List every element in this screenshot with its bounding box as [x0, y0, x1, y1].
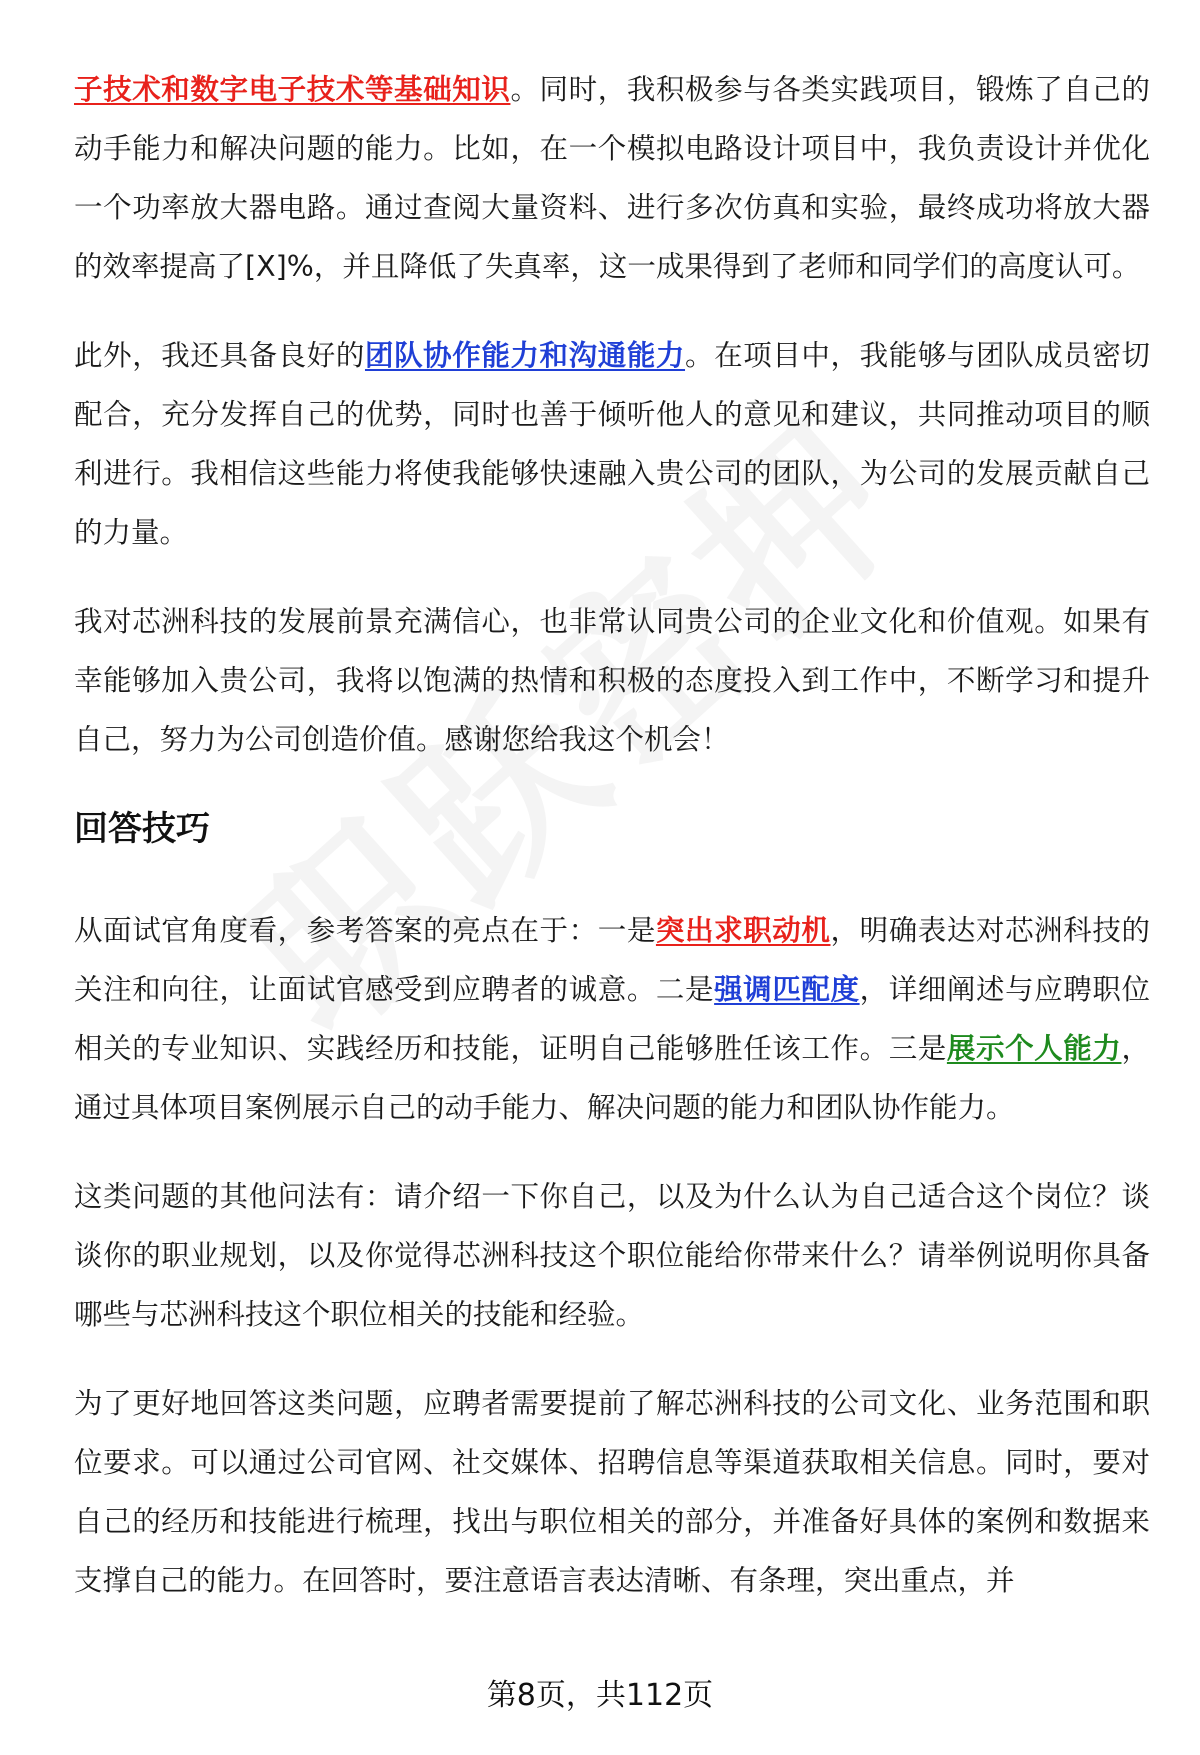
highlight-match: 强调匹配度	[714, 973, 860, 1006]
paragraph-text: ，详细阐述与应聘职位相关的专业知识、实践经历和技能，证明自己能够胜任该工作。三是	[74, 973, 1150, 1065]
paragraph-text: ，通过具体项目案例展示自己的动手能力、解决问题的能力和团队协作能力。	[74, 1032, 1150, 1124]
paragraph-text: ，明确表达对芯洲科技的关注和向往，让面试官感受到应聘者的诚意。二是	[74, 914, 1150, 1006]
paragraph-preparation: 为了更好地回答这类问题，应聘者需要提前了解芯洲科技的公司文化、业务范围和职位要求。可以通过公司官网、社交媒体、招聘信息等渠道获取相关信息。同时，要对自己的经历和技能进行梳理，找出与职位相关的部分，并准备好具体的案例和数据来支撑自己的能力。在回答时，要注意语言表达清晰、有条理，突出重点，并	[74, 1387, 1150, 1597]
highlight-ability: 展示个人能力	[946, 1032, 1122, 1065]
paragraph-text: 。在项目中，我能够与团队成员密切配合，充分发挥自己的优势，同时也善于倾听他人的意见和建议，共同推动项目的顺利进行。我相信这些能力将使我能够快速融入贵公司的团队，为公司的发展贡献自己的力量。	[74, 339, 1150, 549]
paragraph-closing: 我对芯洲科技的发展前景充满信心，也非常认同贵公司的企业文化和价值观。如果有幸能够加入贵公司，我将以饱满的热情和积极的态度投入到工作中，不断学习和提升自己，努力为公司创造价值。感谢您给我这个机会！	[74, 605, 1150, 756]
paragraph-teamwork	[74, 326, 1150, 562]
document-page	[74, 60, 1150, 1640]
paragraph-highlights	[74, 901, 1150, 1137]
highlight-teamwork: 团队协作能力和沟通能力	[364, 339, 686, 372]
paragraph-alternatives: 这类问题的其他问法有：请介绍一下你自己，以及为什么认为自己适合这个岗位？谈谈你的职业规划，以及你觉得芯洲科技这个职位能给你带来什么？请举例说明你具备哪些与芯洲科技这个职位相关的技能和经验。	[74, 1180, 1150, 1331]
page-number: 第8页，共112页	[486, 1678, 714, 1713]
highlight-motivation: 突出求职动机	[655, 914, 831, 947]
highlight-basic-knowledge: 子技术和数字电子技术等基础知识	[74, 73, 511, 106]
paragraph-experience	[74, 60, 1150, 296]
paragraph-text: 。同时，我积极参与各类实践项目，锻炼了自己的动手能力和解决问题的能力。比如，在一个模拟电路设计项目中，我负责设计并优化一个功率放大器电路。通过查阅大量资料、进行多次仿真和实验，最终成功将放大器的效率提高了[X]%，并且降低了失真率，这一成果得到了老师和同学们的高度认可。	[74, 73, 1150, 283]
section-heading: 回答技巧	[74, 809, 210, 849]
paragraph-text: 此外，我还具备良好的	[74, 339, 365, 372]
paragraph-text: 从面试官角度看，参考答案的亮点在于：一是	[74, 914, 656, 947]
